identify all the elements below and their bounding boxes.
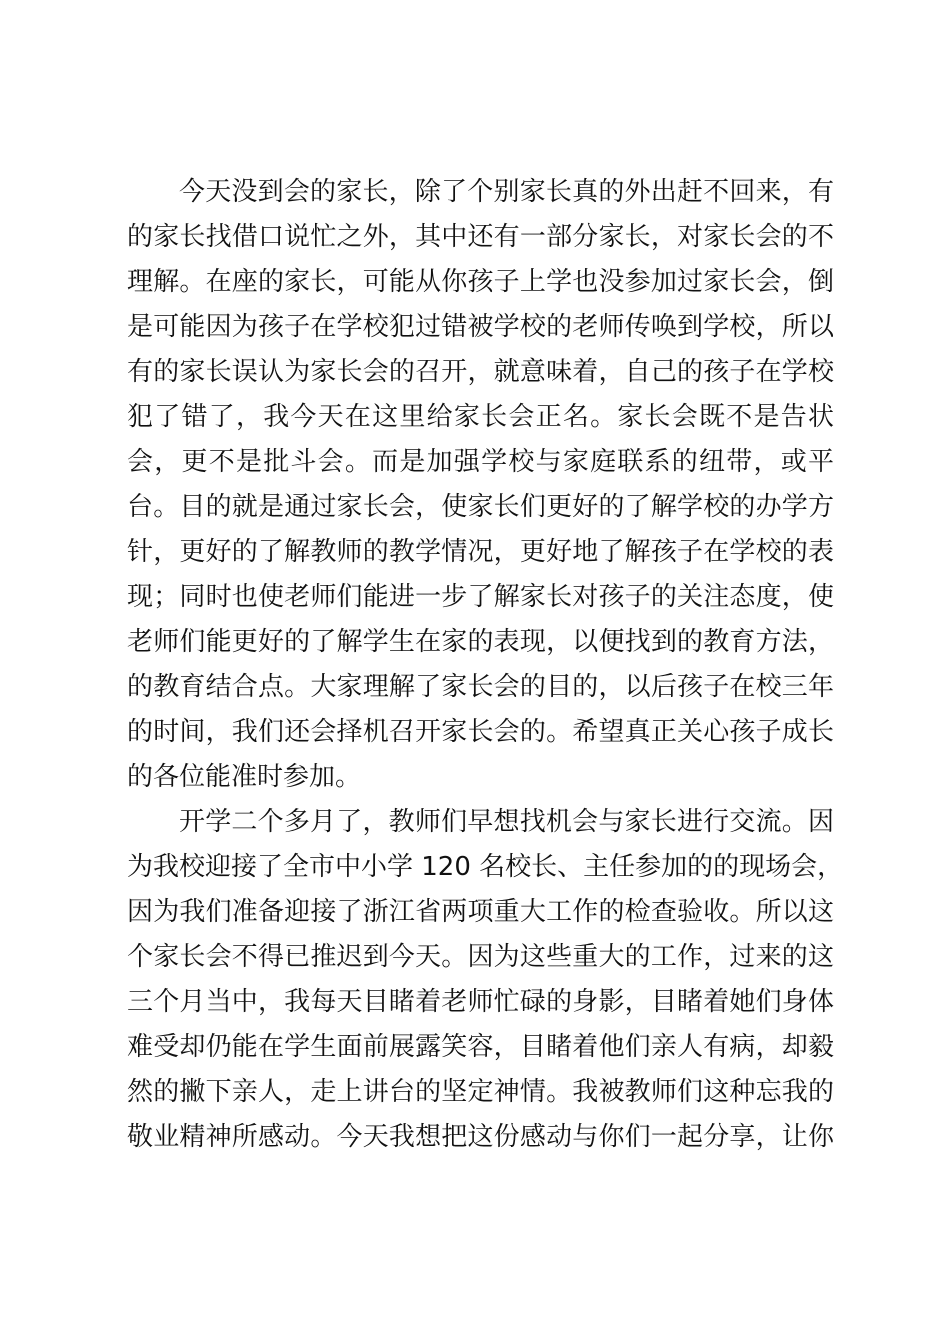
- paragraph-line: 老师们能更好的了解学生在家的表现，以便找到的教育方法，: [127, 627, 834, 657]
- paragraph-line: 有的家长误认为家长会的召开，就意味着，自己的孩子在学校: [127, 357, 834, 387]
- paragraph-line: 犯了错了，我今天在这里给家长会正名。家长会既不是告状: [127, 402, 834, 432]
- paragraph-line: 针，更好的了解教师的教学情况，更好地了解孩子在学校的表: [127, 537, 834, 567]
- paragraph-1: [127, 170, 834, 800]
- paragraph-line: 个家长会不得已推迟到今天。因为这些重大的工作，过来的这: [127, 942, 834, 972]
- paragraph-2: [127, 800, 844, 1160]
- paragraph-line: 开学二个多月了，教师们早想找机会与家长进行交流。因: [179, 807, 834, 837]
- paragraph-line: 的教育结合点。大家理解了家长会的目的，以后孩子在校三年: [127, 672, 834, 702]
- paragraph-line: 是可能因为孩子在学校犯过错被学校的老师传唤到学校，所以: [127, 312, 834, 342]
- paragraph-line: 的各位能准时参加。: [127, 762, 362, 792]
- paragraph-line: 的时间，我们还会择机召开家长会的。希望真正关心孩子成长: [127, 717, 834, 747]
- paragraph-line: 理解。在座的家长，可能从你孩子上学也没参加过家长会，倒: [127, 267, 834, 297]
- paragraph-line: 的家长找借口说忙之外，其中还有一部分家长，对家长会的不: [127, 222, 834, 252]
- paragraph-line: 为我校迎接了全市中小学 120 名校长、主任参加的的现场会，: [127, 852, 844, 882]
- paragraph-line: 难受却仍能在学生面前展露笑容，目睹着他们亲人有病，却毅: [127, 1032, 834, 1062]
- paragraph-line: 敬业精神所感动。今天我想把这份感动与你们一起分享，让你: [127, 1122, 834, 1152]
- paragraph-line: 因为我们准备迎接了浙江省两项重大工作的检查验收。所以这: [127, 897, 834, 927]
- paragraph-line: 会，更不是批斗会。而是加强学校与家庭联系的纽带，或平: [127, 447, 834, 477]
- paragraph-line: 台。目的就是通过家长会，使家长们更好的了解学校的办学方: [127, 492, 834, 522]
- paragraph-line: 现；同时也使老师们能进一步了解家长对孩子的关注态度，使: [127, 582, 834, 612]
- paragraph-line: 今天没到会的家长，除了个别家长真的外出赶不回来，有: [179, 177, 834, 207]
- paragraph-line: 然的撇下亲人，走上讲台的坚定神情。我被教师们这种忘我的: [127, 1077, 834, 1107]
- paragraph-line: 三个月当中，我每天目睹着老师忙碌的身影，目睹着她们身体: [127, 987, 834, 1017]
- document-body: [127, 170, 844, 1160]
